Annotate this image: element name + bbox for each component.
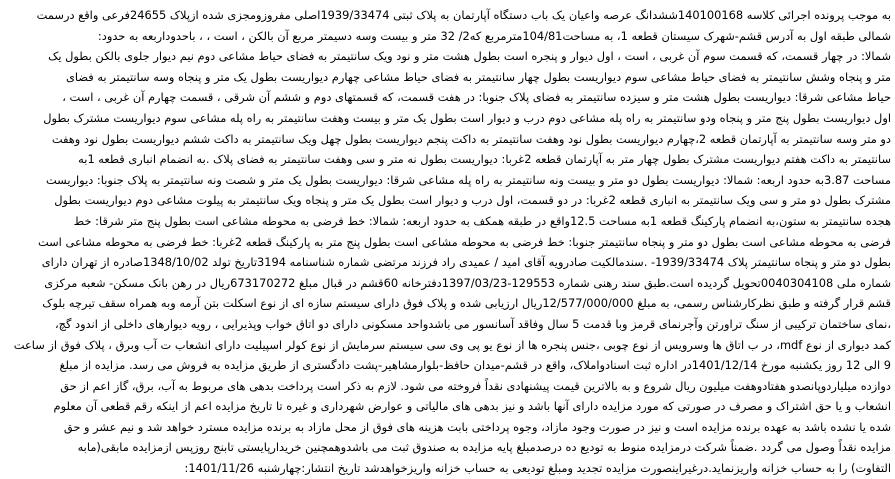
notice-line-16: ،نمای ساختمان ترکیبی از سنگ تراورتن وآجرنمای قرمز وبا قدمت 5 سال وفاقد آسانسور می باشدواحد مسکونی دارای دو اتاق خواب وپذیرایی ، رویه دیوارهای داخلی از اندود گچ، bbox=[54, 316, 891, 331]
notice-line-1: به موجب پرونده اجرائی کلاسه 140100168ششدانگ عرصه واعیان یک باب دستگاه آپارتمان به پلاک ثبتی 1939/33474اصلی مفروزومجزی شده ازپلاک 24655فرعی واقع درسمت bbox=[36, 8, 891, 22]
notice-line-21: شده یا نشده باشد به عهده برنده مزایده است و نیز در صورت وجود مازاد، وجوه پرداختی بابت هزینه های فوق از محل مازاد به برنده مزایده مسترد خواهد شد و نیم عشر و حق bbox=[63, 419, 891, 434]
notice-line-17: کمد دیواری از نوع mdf، در ب اتاق ها وسرویس از نوع چوبی ،جنس پنجره ها از نوع یو پی وی سی سیستم سرمایش از نوع کولر اسپیلیت دارای انشعاب ت آب وبرق ، پلاک فوق از ساعت bbox=[13, 337, 891, 352]
notice-line-11: هجده سانتیمتر به ستون،به انضمام پارکینگ قطعه 1به مساحت 12.5واقع در طبقه همکف به حدود اربعه: شمالا: خط فرضی به محوطه مشاعی است بطول پنج متر شرقا: خط bbox=[73, 213, 891, 228]
notice-line-22: مزایده نقداً وصول می گردد .ضمناً شرکت درمزایده منوط به تودیع ده درصدمبلغ پایه مزایده به صندوق ثبت می باشدوهمچنین خریدارپایستی تابنج روزپس ازمزایده مابقی(مابه bbox=[77, 440, 891, 455]
notice-line-5: حیاط مشاعی شرقا: دیواریست بطول هشت متر و سیزده سانتیمتر به فضای پلاک جنوبا: در هفت قسمت، که قسمتهای دوم و ششم آن شرقی ، قسمت چهارم آن غربی ، است ، bbox=[62, 90, 891, 105]
notice-line-4: متر و پنجاه وشش سانتیمتر به فضای حیاط مشاعی سوم دیواریست بطول چهار سانتیمتر به فضای حیاط مشاعی چهارم دیواریست بطول یک متر و پنجاه وسه سانتیمتر به فضای bbox=[65, 69, 891, 84]
notice-line-6: اول دیواریست بطول پنج متر و پنجاه ودو سانتیمتر به راه پله مشاعی دوم درب و دیوار است بطول یک متر و بیست وهفت سانتیمتر به راه پله مشاعی سوم دیواریست مشترک بطول bbox=[43, 110, 891, 125]
notice-line-9: مساحت 3.87به حدود اربعه: شمالا: دیواریست بطول دو متر و بیست ونه سانتیمتر به راه پله مشاعی شرقا: دیواریست بطول یک متر و شصت ونه سانتیمتر به پلاک جنوبا: دیواریست bbox=[46, 172, 891, 187]
notice-line-15: قشم قرار گرفته و طبق نظرکارشناس رسمی، به مبلغ 12/577/000/000ریال ارزیابی شده و پلاک فوق دارای سیستم سازه ای از نوع اسکلت بتن آرمه وبه همراه سقف تیرچه بلوک bbox=[42, 296, 891, 311]
notice-line-3: شمالا: در چهار قسمت، که قسمت سوم آن غربی ، است ، اول دیوار و پنجره است بطول هشت متر و نود ویک سانتیمتر به فضای حیاط مشاعی دوم نیم دیوار جلوی بالکن بطول یک bbox=[48, 49, 891, 64]
notice-line-20: انشعاب و یا حق اشتراک و مصرف در صورتی که مورد مزایده دارای آنها باشد و نیز بدهی های مالیاتی و عوارض شهرداری و غیره تا تاریخ مزایده اعم از اینکه رقم قطعی آن معلوم bbox=[53, 399, 891, 414]
notice-line-2: شمالی طبقه اول به آدرس قشم-شهرک سیستان قطعه 1، به مساحت104/81مترمربع که2/ 32 متر و بیست وسه دسیمتر مربع آن بالکن ، است ، ، باحدوداربعه به حدود: bbox=[97, 28, 891, 43]
notice-line-18: 9 الی 12 روز یکشنبه مورخ 1401/12/14در اداره ثبت اسنادواملاک، واقع در قشم-میدان حافظ-بلوارمشاهیر-پشت دادگستری از طریق مزایده به فروش می رسد. مزایده از مبلغ bbox=[59, 358, 891, 373]
notice-line-12: فرضی به محوطه مشاعی است بطول دو متر و پنجاه سانتیمتر جنوبا: خط فرضی به محوطه مشاعی است بطول پنج متر به پارکینگ قطعه 2غربا: خط فرضی به محوطه مشاعی است bbox=[37, 234, 891, 249]
notice-line-14: شماره ملی 0040304108تحویل گردیده است.طبق سند رهنی شماره 129553-1397/03/23دفترخانه 60قشم در قبال مبلغ 673170272ریال در رهن بانک مسکن- شعبه مرکزی bbox=[44, 275, 891, 290]
notice-line-19: دوازده میلیاردوپانصدو هفتادوهفت میلیون ریال شروع و به بالاترین قیمت پیشنهادی نقداً فروخته می شود. لازم به ذکر است پرداخت بدهی های مربوط به آب، برق، گاز اعم از حق bbox=[60, 378, 891, 393]
notice-line-8: سانتیمتر به داکت هفتم دیواریست مشترک بطول چهار متر به آپارتمان قطعه 2غربا: دیواریست بطول نه متر و سی وهفت سانتیمتر به فضای پلاک .به انضمام انباری قطعه 1به bbox=[78, 152, 891, 167]
notice-line-7: دو متر وسه سانتیمتر به آپارتمان قطعه 2،چهارم دیواریست بطول نود وهفت سانتیمتر به داکت پنجم دیواریست بطول چهل ویک سانتیمتر به داکت ششم دیواریست بطول نود وهفت bbox=[51, 131, 891, 146]
notice-line-23: التفاوت) را به حساب خزانه واریزنماید.درغیراینصورت مزایده تجدید ومبلغ تودیعی به حساب خزانه واریزخواهدشد تاریخ انتشار:چهارشنبه 1401/11/26: bbox=[184, 461, 891, 476]
notice-line-10: مشترک بطول دو متر و سی ویک سانتیمتر به انباری قطعه 2غربا: در دو قسمت، اول درب و دیوار است بطول یک متر و پنجاه ویک سانتیمتر به پیلوت مشاعی دوم دیواریست بطول bbox=[54, 193, 891, 208]
notice-line-13: بطول دو متر و پنجاه سانتیمتر پلاک 1939/33474- .سندمالکیت صادرویه آقای امید / عمیدی راد فرزند مرتضی شماره شناسنامه 3194تاریخ تولد 1348/10/02صادره از تهران دارای bbox=[41, 255, 891, 270]
